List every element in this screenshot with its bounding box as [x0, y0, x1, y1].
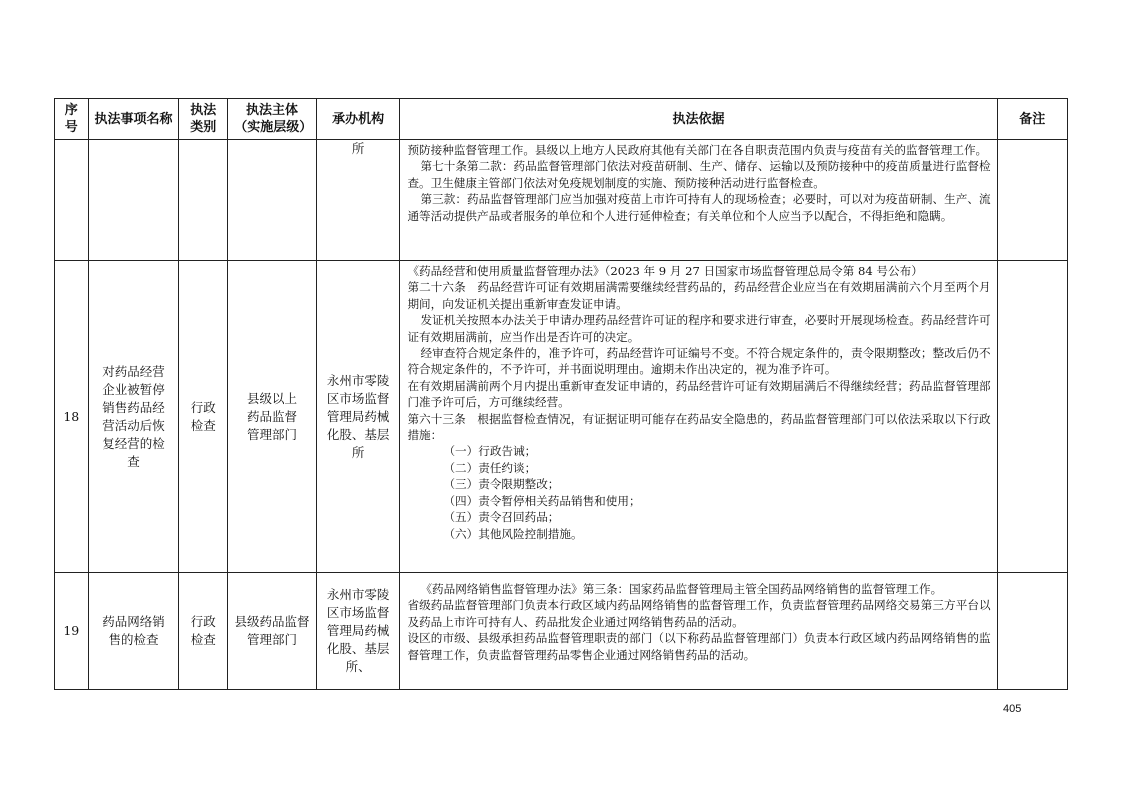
basis-paragraph: 《药品网络销售监督管理办法》第三条：国家药品监督管理局主管全国药品网络销售的监督管理工作。 — [420, 582, 943, 596]
row19-note — [997, 573, 1067, 690]
row17-note — [997, 140, 1067, 261]
row18-basis — [400, 261, 997, 573]
basis-list-item: （四）责令暂停相关药品销售和使用； — [443, 493, 641, 508]
enforcement-table — [54, 98, 1068, 690]
row18-subject: 县级以上药品监督管理部门 — [228, 261, 317, 573]
table-header-row — [55, 99, 1068, 140]
row19-category: 行政检查 — [179, 573, 228, 690]
basis-paragraph: 省级药品监督管理部门负责本行政区域内药品网络销售的监督管理工作，负责监督管理药品网络交易第三方平台以及药品上市许可持有人、药品批发企业通过网络销售药品的活动。 — [407, 598, 991, 629]
row18-name: 对药品经营企业被暂停销售药品经营活动后恢复经营的检查 — [88, 261, 179, 573]
row17-no — [55, 140, 89, 261]
row18-no: 18 — [55, 261, 89, 573]
row17-category — [179, 140, 228, 261]
row18-note — [997, 261, 1067, 573]
basis-paragraph: 第七十条第二款：药品监督管理部门依法对疫苗研制、生产、储存、运输以及预防接种中的疫苗质量进行监督检查。卫生健康主管部门依法对免疫规划制度的实施、预防接种活动进行监督检查。 — [407, 159, 991, 190]
basis-list-item: （三）责令限期整改； — [443, 477, 560, 492]
row19-agency: 永州市零陵区市场监督管理局药械化股、基层所、 — [316, 573, 400, 690]
header-note: 备注 — [997, 99, 1067, 140]
row17-name — [88, 140, 179, 261]
row19-no: 19 — [55, 573, 89, 690]
header-agency: 承办机构 — [316, 99, 400, 140]
row17-agency: 所 — [316, 140, 400, 261]
basis-paragraph: 设区的市级、县级承担药品监督管理职责的部门（以下称药品监督管理部门）负责本行政区域内药品网络销售的监督管理工作，负责监督管理药品零售企业通过网络销售药品的活动。 — [407, 631, 991, 662]
row18-agency: 永州市零陵区市场监督管理局药械化股、基层所 — [316, 261, 400, 573]
table-row — [55, 261, 1068, 573]
row17-basis — [400, 140, 997, 261]
basis-list-item: （一）行政告诫； — [443, 444, 537, 459]
header-name: 执法事项名称 — [88, 99, 179, 140]
row19-name: 药品网络销售的检查 — [88, 573, 179, 690]
header-subject: 执法主体（实施层级） — [228, 99, 317, 140]
row19-basis — [400, 573, 997, 690]
row17-subject — [228, 140, 317, 261]
table-row — [55, 573, 1068, 690]
header-category: 执法类别 — [179, 99, 228, 140]
basis-paragraph: 第二十六条 药品经营许可证有效期届满需要继续经营药品的，药品经营企业应当在有效期届满前六个月至两个月期间，向发证机关提出重新审查发证申请。 — [407, 280, 991, 311]
basis-paragraph: 《药品经营和使用质量监督管理办法》（2023 年 9 月 27 日国家市场监督管理总局令第 84 号公布） — [407, 264, 923, 278]
basis-paragraph: 经审查符合规定条件的，准予许可，药品经营许可证编号不变。不符合规定条件的，责令限期整改；整改后仍不符合规定条件的，不予许可，并书面说明理由。逾期未作出决定的，视为准予许可。 — [407, 346, 991, 377]
basis-paragraph: 第三款：药品监督管理部门应当加强对疫苗上市许可持有人的现场检查；必要时，可以对为疫苗研制、生产、流通等活动提供产品或者服务的单位和个人进行延伸检查；有关单位和个人应当予以配合，不得拒绝和隐瞒。 — [407, 192, 991, 223]
row18-category: 行政检查 — [179, 261, 228, 573]
basis-paragraph: 在有效期届满前两个月内提出重新审查发证申请的，药品经营许可证有效期届满后不得继续经营；药品监督管理部门准予许可后，方可继续经营。 — [407, 378, 991, 410]
header-basis: 执法依据 — [400, 99, 997, 140]
header-no: 序号 — [55, 99, 89, 140]
basis-list-item: （六）其他风险控制措施。 — [443, 526, 583, 541]
basis-list-item: （二）责任约谈； — [443, 460, 537, 475]
basis-paragraph: 第六十三条 根据监督检查情况，有证据证明可能存在药品安全隐患的，药品监督管理部门可以依法采取以下行政措施： — [407, 411, 991, 443]
table-row — [55, 140, 1068, 261]
basis-list-item: （五）责令召回药品； — [443, 510, 560, 525]
basis-paragraph: 发证机关按照本办法关于申请办理药品经营许可证的程序和要求进行审查，必要时开展现场检查。药品经营许可证有效期届满前，应当作出是否许可的决定。 — [407, 313, 991, 344]
row19-subject: 县级药品监督管理部门 — [228, 573, 317, 690]
page-number: 405 — [1003, 703, 1022, 715]
basis-paragraph: 预防接种监督管理工作。县级以上地方人民政府其他有关部门在各自职责范围内负责与疫苗有关的监督管理工作。 — [407, 143, 988, 157]
